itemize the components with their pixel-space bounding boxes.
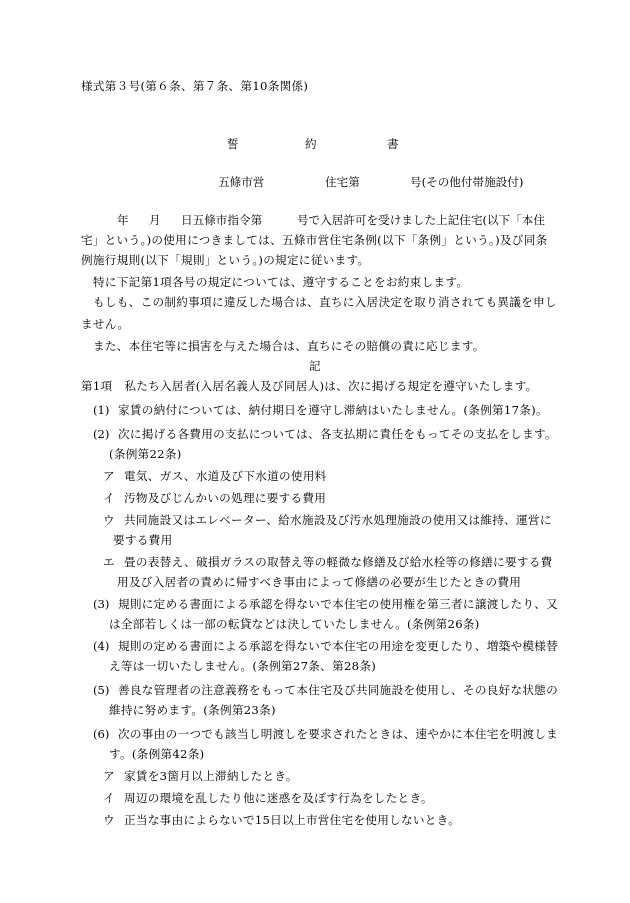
sub-text: 家賃を3箇月以上滞納したとき。: [124, 769, 298, 783]
sub-mark: ウ: [103, 813, 115, 827]
item-number: (2): [93, 427, 110, 441]
item-text-cont: (条例第22条): [109, 447, 182, 461]
item-number: (3): [93, 597, 110, 611]
sub-mark: ア: [103, 469, 115, 483]
item-number: (6): [93, 727, 110, 741]
item-text-cont: す。(条例第42条): [109, 747, 205, 761]
housing-suffix: 号(その他付帯施設付): [410, 175, 524, 189]
sub-text-cont: 用及び入居者の責めに帰すべき事由によって修繕の必要が生じたときの費用: [117, 575, 522, 589]
item-number: (4): [93, 639, 110, 653]
sub-text: 汚物及びじんかいの処理に要する費用: [124, 491, 327, 505]
intro-month: 月: [149, 213, 161, 227]
item-text-cont: 維持に努めます。(条例第23条): [109, 703, 276, 717]
item-number: (1): [93, 403, 110, 417]
sub-text: 畳の表替え、破損ガラスの取替え等の軽微な修繕及び給水栓等の修繕に要する費: [124, 555, 553, 569]
item-text: 次の事由の一つでも該当し明渡しを要求されたときは、速やかに本住宅を明渡しま: [118, 727, 559, 741]
sub-text-cont: 要する費用: [113, 533, 173, 547]
sub-text: 周辺の環境を乱したり他に迷惑を及ぼす行為をしたとき。: [124, 791, 433, 805]
sub-mark: ウ: [103, 513, 115, 527]
intro-text-4: 特に下記第1項各号の規定については、遵守することをお約束します。: [93, 275, 469, 289]
intro-text-1: 日五條市指令第 号で入居許可を受けました上記住宅(以下「本住: [181, 213, 545, 227]
intro-text-3: 例施行規則(以下「規則」という。)の規定に従います。: [81, 253, 370, 267]
intro-text-5: もしも、この制約事項に違反した場合は、直ちに入居決定を取り消されても異議を申し: [93, 295, 557, 309]
intro-text-2: 宅」という。)の使用につきましては、五條市営住宅条例(以下「条例」という。)及び同条: [81, 233, 548, 247]
housing-name: 五條市営: [218, 175, 265, 189]
title-char-1: 誓: [227, 137, 239, 151]
item-text: 善良な管理者の注意義務をもって本住宅及び共同施設を使用し、その良好な状態の: [118, 683, 559, 697]
form-label: 様式第３号(第６条、第７条、第10条関係): [81, 79, 309, 93]
sub-mark: エ: [103, 555, 115, 569]
intro-year: 年: [117, 213, 129, 227]
sub-text: 共同施設又はエレベーター、給水施設及び汚水処理施設の使用又は維持、運営に: [124, 513, 552, 527]
ki-heading: 記: [309, 359, 321, 373]
sub-text: 正当な事由によらないで15日以上市営住宅を使用しないとき。: [124, 813, 461, 827]
title-char-3: 書: [387, 137, 399, 151]
intro-text-7: また、本住宅等に損害を与えた場合は、直ちにその賠償の責に応じます。: [93, 339, 485, 353]
sub-mark: ア: [103, 769, 115, 783]
item-text: 規則に定める書面による承認を得ないで本住宅の使用権を第三者に譲渡したり、又: [118, 597, 559, 611]
intro-text-6: ません。: [81, 317, 130, 331]
title-char-2: 約: [305, 137, 317, 151]
item-text: 規則の定める書面による承認を得ないで本住宅の用途を変更したり、増築や模様替: [118, 639, 559, 653]
sub-text: 電気、ガス、水道及び下水道の使用料: [124, 469, 327, 483]
item-number: (5): [93, 683, 110, 697]
sub-mark: イ: [103, 791, 115, 805]
sub-mark: イ: [103, 491, 115, 505]
item-text-cont: は全部若しくは一部の転貸などは決していたしません。(条例第26条): [109, 617, 480, 631]
housing-number-label: 住宅第: [325, 175, 360, 189]
clause1-heading: 第1項 私たち入居者(入居名義人及び同居人)は、次に掲げる規定を遵守いたします。: [81, 379, 538, 393]
item-text-cont: え等は一切いたしません。(条例第27条、第28条): [109, 659, 377, 673]
item-text: 家賃の納付については、納付期日を遵守し滞納はいたしません。(条例第17条)。: [118, 403, 548, 417]
item-text: 次に掲げる各費用の支払については、各支払期に責任をもってその支払をします。: [118, 427, 557, 441]
